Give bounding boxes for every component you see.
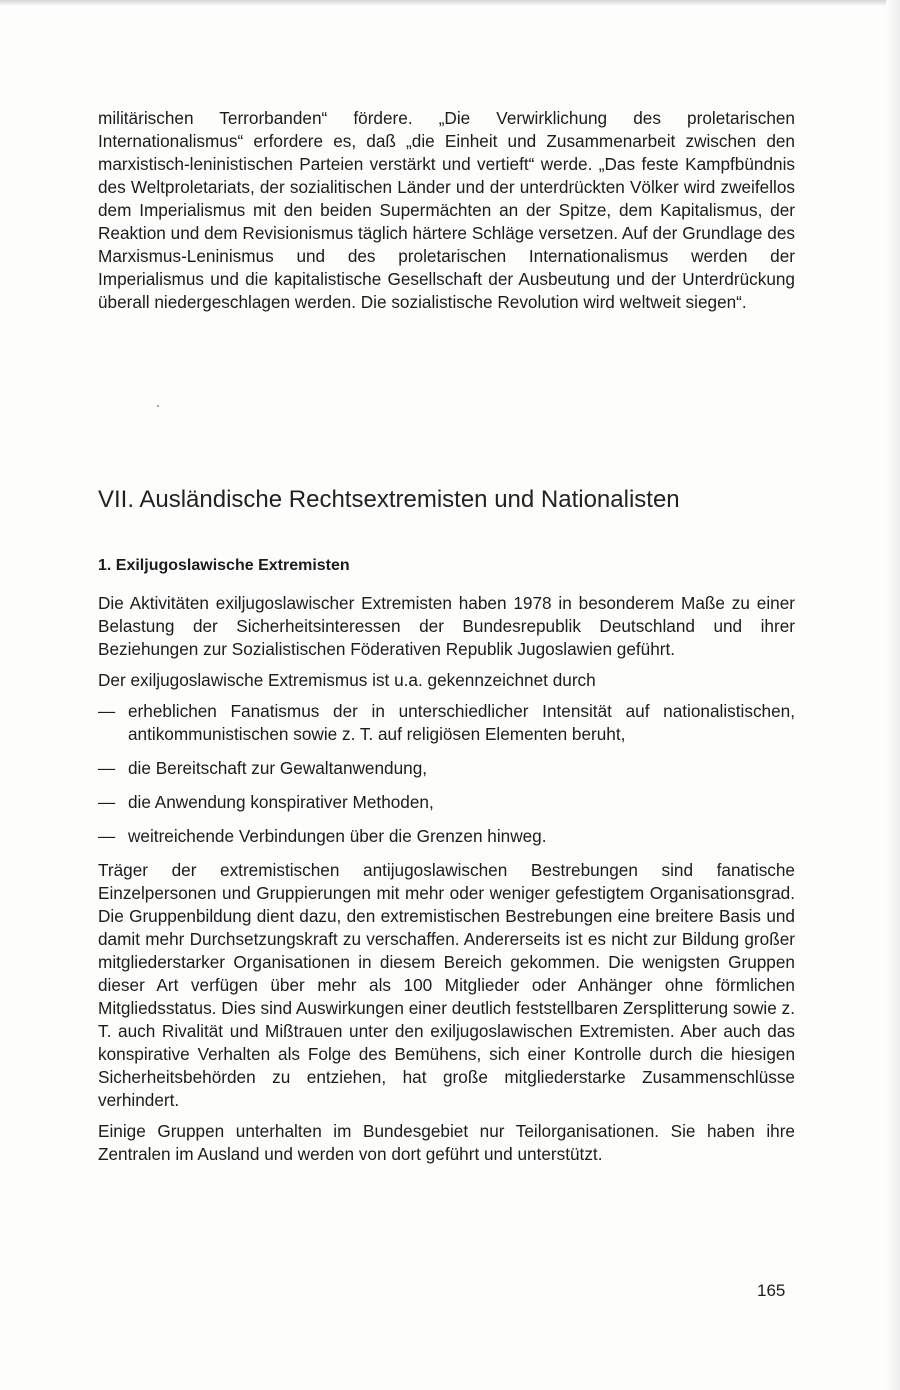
list-item-text: weitreichende Verbindungen über die Grenzen hinweg. — [128, 826, 547, 846]
subsection-heading: 1. Exiljugoslawische Extremisten — [98, 557, 350, 574]
list-item-text: die Bereitschaft zur Gewaltanwendung, — [128, 758, 428, 778]
dash-bullet: — — [98, 792, 116, 812]
paragraph-3: Träger der extremistischen antijugoslawischen Bestrebungen sind fanatische Einzelpersonen und Gruppierungen mit mehr oder weniger gefestigtem Organisationsgrad. Die Gruppenbildung dient dazu, den extremistischen Bestrebungen eine breitere Basis und damit mehr Durchsetzungskraft zu verschaffen. Andererseits ist es nicht zur Bildung großer mitgliederstarker Organisationen in diesem Bereich gekommen. Die wenigsten Gruppen dieser Art verfügen über mehr als 100 Mitglieder oder Anhänger ohne förmlichen Mitgliedsstatus. Dies sind Auswirkungen einer deutlich feststellbaren Zersplitterung sowie z. T. auch Rivalität und Mißtrauen unter den exiljugoslawischen Extremisten. Aber auch das konspirative Verhalten als Folge des Bemühens, sich einer Kontrolle durch die hiesigen Sicherheitsbehörden zu entziehen, hat große mitgliederstarke Zusammenschlüsse verhindert. — [98, 860, 795, 1110]
list-item — [98, 825, 795, 848]
list-item-text: erheblichen Fanatismus der in unterschiedlicher Intensität auf nationalistischen, antikommunistischen sowie z. T. auf religiösen Elementen beruht, — [128, 701, 795, 744]
list-item-text: die Anwendung konspirativer Methoden, — [128, 792, 434, 812]
dash-bullet: — — [98, 826, 116, 846]
scan-edge-right — [886, 0, 900, 1390]
paragraph-2: Der exiljugoslawische Extremismus ist u.a. gekennzeichnet durch — [98, 670, 596, 690]
body-column — [98, 592, 795, 1174]
page-number: 165 — [757, 1281, 786, 1300]
paragraph-4: Einige Gruppen unterhalten im Bundesgebiet nur Teilorganisationen. Sie haben ihre Zentralen im Ausland und werden von dort geführt und unterstützt. — [98, 1121, 795, 1164]
dash-bullet: — — [98, 701, 116, 721]
list-item — [98, 757, 795, 780]
intro-column — [98, 107, 795, 314]
scan-edge-top — [0, 0, 900, 5]
scan-speck — [157, 405, 159, 407]
characteristics-list — [98, 700, 795, 848]
dash-bullet: — — [98, 758, 116, 778]
intro-paragraph: militärischen Terrorbanden“ fördere. „Die Verwirklichung des proletarischen Internationalismus“ erfordere es, daß „die Einheit und Zusammenarbeit zwischen den marxistisch-leninistischen Parteien verstärkt und vertieft“ werde. „Das feste Kampfbündnis des Weltproletariats, der sozialitischen Länder und der unterdrückten Völker wird zweifellos dem Imperialismus mit den beiden Supermächten an der Spitze, dem Kapitalismus, der Reaktion und dem Revisionismus täglich härtere Schläge versetzen. Auf der Grundlage des Marxismus-Leninismus und des proletarischen Internationalismus werden der Imperialismus und die kapitalistische Gesellschaft der Ausbeutung und der Unterdrückung überall niedergeschlagen werden. Die sozialistische Revolution wird weltweit siegen“. — [98, 108, 795, 312]
list-item — [98, 700, 795, 746]
paragraph-1: Die Aktivitäten exiljugoslawischer Extremisten haben 1978 in besonderem Maße zu einer Belastung der Sicherheitsinteressen der Bundesrepublik Deutschland und ihrer Beziehungen zur Sozialistischen Föderativen Republik Jugoslawien geführt. — [98, 593, 795, 659]
list-item — [98, 791, 795, 814]
section-heading: VII. Ausländische Rechtsextremisten und Nationalisten — [98, 486, 680, 513]
